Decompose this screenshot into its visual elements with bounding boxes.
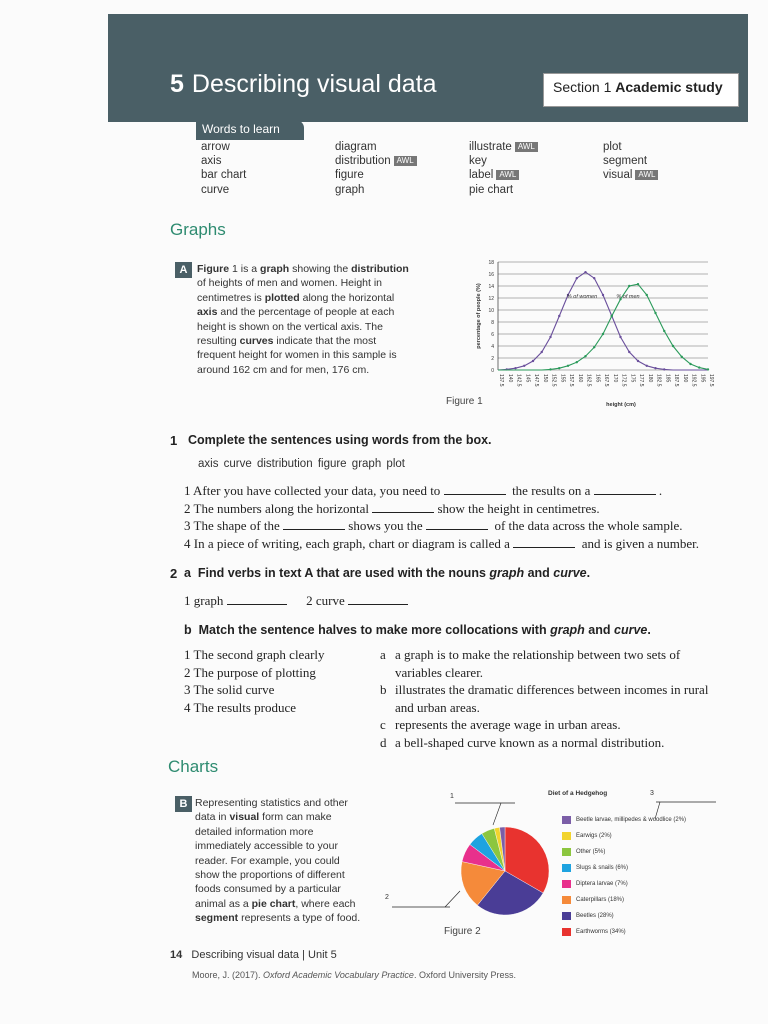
data-point <box>628 285 630 287</box>
text: and is given a number. <box>581 535 700 551</box>
series-label: % of women <box>566 294 598 300</box>
figure-1-line-chart <box>470 256 720 414</box>
x-tick-label: 182.5 <box>655 374 662 387</box>
series-line <box>498 272 708 370</box>
word: diagram <box>335 141 377 153</box>
ex2a-items <box>184 592 408 610</box>
legend-label: Earthworms (34%) <box>576 929 626 935</box>
word: plot <box>603 141 622 153</box>
text: indicate that the most frequent height for women in this sample is around 162 cm and for men, 176 cm. <box>197 335 397 376</box>
text: Representing statistics and other data in <box>195 797 348 824</box>
y-tick-label: 12 <box>488 296 494 302</box>
sentence-half <box>380 681 730 716</box>
legend-label: Caterpillars (18%) <box>576 897 625 903</box>
text: c <box>380 717 386 732</box>
data-point <box>602 294 604 296</box>
sentence-half: 3 The solid curve <box>184 682 275 697</box>
data-point <box>611 315 613 317</box>
x-tick-label: 162.5 <box>585 374 592 387</box>
data-point <box>672 345 674 347</box>
legend-label: Earwigs (2%) <box>576 833 612 839</box>
x-tick-label: 145 <box>524 374 531 383</box>
text: 1 graph <box>184 593 224 608</box>
graphs-heading: Graphs <box>170 220 226 239</box>
box-word: axis <box>198 458 219 470</box>
legend-item <box>562 908 686 924</box>
data-point <box>602 333 604 335</box>
bold-term: segment <box>195 912 239 925</box>
text: . Oxford University Press. <box>413 970 516 980</box>
words-column-1 <box>201 140 246 197</box>
awl-tag: AWL <box>515 142 538 152</box>
ex1-sentences <box>184 482 724 552</box>
section-prefix: Section 1 <box>553 79 612 95</box>
data-point <box>549 368 551 370</box>
label-arrow-2 <box>445 891 460 907</box>
text-a-badge: A <box>175 262 192 278</box>
y-tick-label: 14 <box>488 284 494 290</box>
word: curve <box>201 183 230 196</box>
awl-tag: AWL <box>635 170 658 180</box>
page-number: 14 <box>170 949 183 961</box>
text: showing the <box>289 263 352 275</box>
data-point <box>514 367 516 369</box>
figure-2-caption: Figure 2 <box>444 926 481 937</box>
legend-label: Slugs & snails (6%) <box>576 865 629 871</box>
word: arrow <box>201 141 230 153</box>
text: and the percentage of people at each height is shown on the vertical axis. The resulting <box>197 306 395 348</box>
data-point <box>646 365 648 367</box>
text: along the horizontal <box>299 291 395 304</box>
word-with-awl <box>469 168 538 182</box>
sentence-half: 1 The second graph clearly <box>184 647 325 662</box>
x-tick-label: 167.5 <box>603 374 609 387</box>
data-point <box>541 351 543 353</box>
awl-tag: AWL <box>394 156 417 166</box>
data-point <box>549 336 551 338</box>
legend-item <box>562 892 686 908</box>
data-point <box>576 277 578 279</box>
x-tick-label: 185 <box>664 374 671 383</box>
word: bar chart <box>201 169 247 182</box>
data-point <box>681 356 683 358</box>
sentence-half: 4 The results produce <box>184 699 297 715</box>
text: Moore, J. (2017). <box>192 970 264 980</box>
x-tick-label: 137.5 <box>498 374 504 387</box>
ex1-number: 1 <box>170 433 178 448</box>
x-tick-label: 175 <box>629 374 636 383</box>
y-axis-label: percentage of people (%) <box>476 283 482 349</box>
text: curve <box>553 566 587 580</box>
footer-text: Describing visual data <box>191 949 300 961</box>
answer-blank[interactable] <box>372 501 434 513</box>
text: . <box>658 483 663 498</box>
answer-blank[interactable] <box>227 593 287 605</box>
legend-swatch <box>562 816 571 824</box>
word: axis <box>201 155 222 168</box>
text-b-badge: B <box>175 796 192 812</box>
y-tick-label: 8 <box>491 320 494 326</box>
text: 1 is a <box>232 263 261 275</box>
x-tick-label: 147.5 <box>533 374 539 387</box>
legend-swatch <box>562 848 571 856</box>
text: d <box>380 734 387 750</box>
text: a <box>184 566 191 580</box>
word: graph <box>335 183 365 196</box>
ex1-sentence <box>184 482 724 500</box>
x-tick-label: 140 <box>506 374 513 383</box>
text: shows you the <box>348 518 423 533</box>
charts-heading: Charts <box>168 757 219 776</box>
answer-blank[interactable] <box>594 483 656 495</box>
text: of heights of men and women. Height in centimetres is <box>197 277 383 304</box>
text: the results on a <box>512 483 591 498</box>
data-point <box>558 367 560 369</box>
section-tab <box>543 73 739 107</box>
y-tick-label: 6 <box>491 332 494 338</box>
legend-label: Beetles (28%) <box>576 913 614 919</box>
word: segment <box>603 155 648 168</box>
data-point <box>646 294 648 296</box>
page-title <box>170 70 436 99</box>
legend-item <box>562 812 686 828</box>
text: of the data across the whole sample. <box>494 518 683 533</box>
words-column-4 <box>603 140 658 183</box>
x-axis-label: height (cm) <box>606 402 636 408</box>
box-word: plot <box>386 458 405 470</box>
box-word: curve <box>223 458 252 470</box>
word: key <box>469 155 487 168</box>
text: 3 The shape of the <box>184 518 280 533</box>
ex2b-instruction <box>184 623 651 637</box>
sentence-half <box>380 646 730 681</box>
data-point <box>654 312 656 314</box>
legend-label: Other (5%) <box>576 849 606 855</box>
y-tick-label: 0 <box>491 368 494 374</box>
text: b <box>380 682 387 697</box>
text: represents the average wage in urban areas. <box>395 717 621 732</box>
text: a <box>380 647 386 662</box>
data-point <box>584 355 586 357</box>
sentence-half <box>380 734 730 752</box>
text: 4 In a piece of writing, each graph, chart or diagram is called a <box>184 535 510 551</box>
text-a-paragraph <box>197 262 417 377</box>
legend-item <box>562 924 686 940</box>
bold-term: visual <box>229 811 260 824</box>
word-with-awl <box>603 168 658 182</box>
series-line <box>498 284 708 370</box>
text: and <box>584 623 614 637</box>
x-tick-label: 187.5 <box>673 374 679 387</box>
text: form can make detailed information more immediately accessible to your reader. For example, you could show the proportions of different foods consumed by a particular animal as a <box>195 811 345 910</box>
legend-swatch <box>562 832 571 840</box>
source-credit <box>192 970 516 980</box>
data-point <box>698 366 700 368</box>
words-to-learn-tab: Words to learn <box>196 120 304 140</box>
figure-1-caption: Figure 1 <box>446 396 483 407</box>
x-tick-label: 190 <box>681 374 688 383</box>
y-tick-label: 2 <box>491 356 494 362</box>
word: distribution <box>335 155 391 168</box>
legend-item <box>562 828 686 844</box>
text: variables clearer. <box>395 664 484 680</box>
answer-blank[interactable] <box>283 518 345 530</box>
ex1-sentence <box>184 517 724 535</box>
pie-chart-legend <box>562 812 686 940</box>
text: graph <box>489 566 525 580</box>
words-column-3 <box>469 140 538 197</box>
label-number-2: 2 <box>385 894 389 901</box>
series-label: % of men <box>616 294 640 300</box>
pie-chart-title: Diet of a Hedgehog <box>548 790 608 797</box>
legend-swatch <box>562 880 571 888</box>
label-arrow-1 <box>493 803 501 825</box>
text: 2 curve <box>306 593 345 608</box>
x-tick-label: 152.5 <box>550 374 557 387</box>
text: illustrates the dramatic differences between incomes in rural <box>395 682 709 697</box>
words-column-2 <box>335 140 417 197</box>
text-b-paragraph <box>195 796 367 926</box>
legend-label: Diptera larvae (7%) <box>576 881 628 887</box>
data-point <box>567 365 569 367</box>
word: illustrate <box>469 141 512 153</box>
y-tick-label: 16 <box>488 272 494 278</box>
bold-term: plotted <box>264 291 300 304</box>
ex1-sentence <box>184 500 724 518</box>
text: Match the sentence halves to make more collocations with <box>198 623 551 637</box>
text: . <box>647 623 651 637</box>
x-tick-label: 180 <box>646 374 653 383</box>
text: Find verbs in text A that are used with the nouns <box>197 566 490 580</box>
bold-term: axis <box>197 306 218 319</box>
y-tick-label: 10 <box>488 308 494 314</box>
legend-swatch <box>562 864 571 872</box>
data-point <box>654 367 656 369</box>
figure-2-pie-chart <box>380 785 560 935</box>
data-point <box>663 368 665 370</box>
data-point <box>637 283 639 285</box>
answer-blank[interactable] <box>348 593 408 605</box>
data-point <box>584 271 586 273</box>
data-point <box>558 315 560 317</box>
word-with-awl <box>469 140 538 154</box>
text: represents a type of food. <box>238 912 361 925</box>
text: 2 The numbers along the horizontal <box>184 500 369 516</box>
sentence-half <box>380 716 730 734</box>
answer-blank[interactable] <box>426 518 488 530</box>
ex2a-instruction <box>184 566 590 580</box>
data-point <box>593 277 595 279</box>
unit-number: 5 <box>170 70 184 98</box>
footer-separator: | <box>302 949 305 961</box>
ex1-sentence <box>184 535 724 553</box>
text: show the height in centimetres. <box>437 500 600 516</box>
bold-term: curves <box>239 335 274 348</box>
awl-tag: AWL <box>496 170 519 180</box>
y-tick-label: 18 <box>488 260 494 266</box>
sentence-half: 2 The purpose of plotting <box>184 664 316 680</box>
data-point <box>689 363 691 365</box>
ex1-word-box <box>198 458 405 470</box>
x-tick-label: 155 <box>559 374 566 383</box>
data-point <box>532 360 534 362</box>
word-with-awl <box>335 154 417 168</box>
x-tick-label: 195 <box>699 374 706 383</box>
legend-swatch <box>562 928 571 936</box>
data-point <box>663 330 665 332</box>
unit-title: Describing visual data <box>191 70 437 98</box>
ex1-instruction: Complete the sentences using words from the box. <box>188 433 492 447</box>
x-tick-label: 197.5 <box>708 374 714 387</box>
legend-swatch <box>562 912 571 920</box>
x-tick-label: 142.5 <box>515 374 522 387</box>
answer-blank[interactable] <box>444 483 506 495</box>
data-point <box>637 360 639 362</box>
text: 1 After you have collected your data, you need to <box>184 483 441 498</box>
text: , where each <box>295 897 356 910</box>
legend-item <box>562 844 686 860</box>
word: visual <box>603 169 633 182</box>
bold-term: pie chart <box>251 897 296 910</box>
page-footer <box>170 949 337 961</box>
box-word: graph <box>351 458 382 470</box>
x-tick-label: 170 <box>611 374 618 383</box>
ex2b-right-column <box>380 646 730 751</box>
data-point <box>707 368 709 370</box>
section-name: Academic study <box>615 79 723 95</box>
legend-swatch <box>562 896 571 904</box>
bold-term: graph <box>260 263 290 275</box>
answer-blank[interactable] <box>513 536 575 548</box>
x-tick-label: 157.5 <box>568 374 574 387</box>
bold-term: Figure <box>197 263 230 275</box>
bold-term: distribution <box>351 263 409 275</box>
data-point <box>619 336 621 338</box>
x-tick-label: 177.5 <box>638 374 644 387</box>
y-tick-label: 4 <box>491 344 494 350</box>
x-tick-label: 165 <box>594 374 601 383</box>
legend-item <box>562 876 686 892</box>
box-word: figure <box>317 458 347 470</box>
data-point <box>523 365 525 367</box>
data-point <box>593 346 595 348</box>
text: graph <box>550 623 585 637</box>
text: and urban areas. <box>395 699 480 715</box>
x-tick-label: 192.5 <box>690 374 697 387</box>
label-number-1: 1 <box>450 793 454 800</box>
word: figure <box>335 169 364 182</box>
ex2-number: 2 <box>170 566 178 581</box>
legend-label: Beetle larvae, millipedes & woodlice (2%) <box>576 817 687 823</box>
text: Oxford Academic Vocabulary Practice <box>263 970 414 980</box>
box-word: distribution <box>256 458 313 470</box>
x-tick-label: 160 <box>576 374 583 383</box>
x-tick-label: 150 <box>541 374 548 383</box>
word: label <box>469 169 494 182</box>
text: a graph is to make the relationship between two sets of <box>395 647 681 662</box>
legend-item <box>562 860 686 876</box>
x-tick-label: 172.5 <box>620 374 627 387</box>
text: . <box>586 566 591 580</box>
footer-unit: Unit 5 <box>308 949 337 961</box>
ex2b-left-column <box>184 646 364 716</box>
word: pie chart <box>469 183 514 196</box>
text: and <box>524 566 554 580</box>
data-point <box>576 361 578 363</box>
data-point <box>628 351 630 353</box>
text: curve <box>614 623 648 637</box>
text: a bell-shaped curve known as a normal distribution. <box>395 734 665 750</box>
label-number-3: 3 <box>650 790 654 797</box>
text: b <box>184 623 192 637</box>
